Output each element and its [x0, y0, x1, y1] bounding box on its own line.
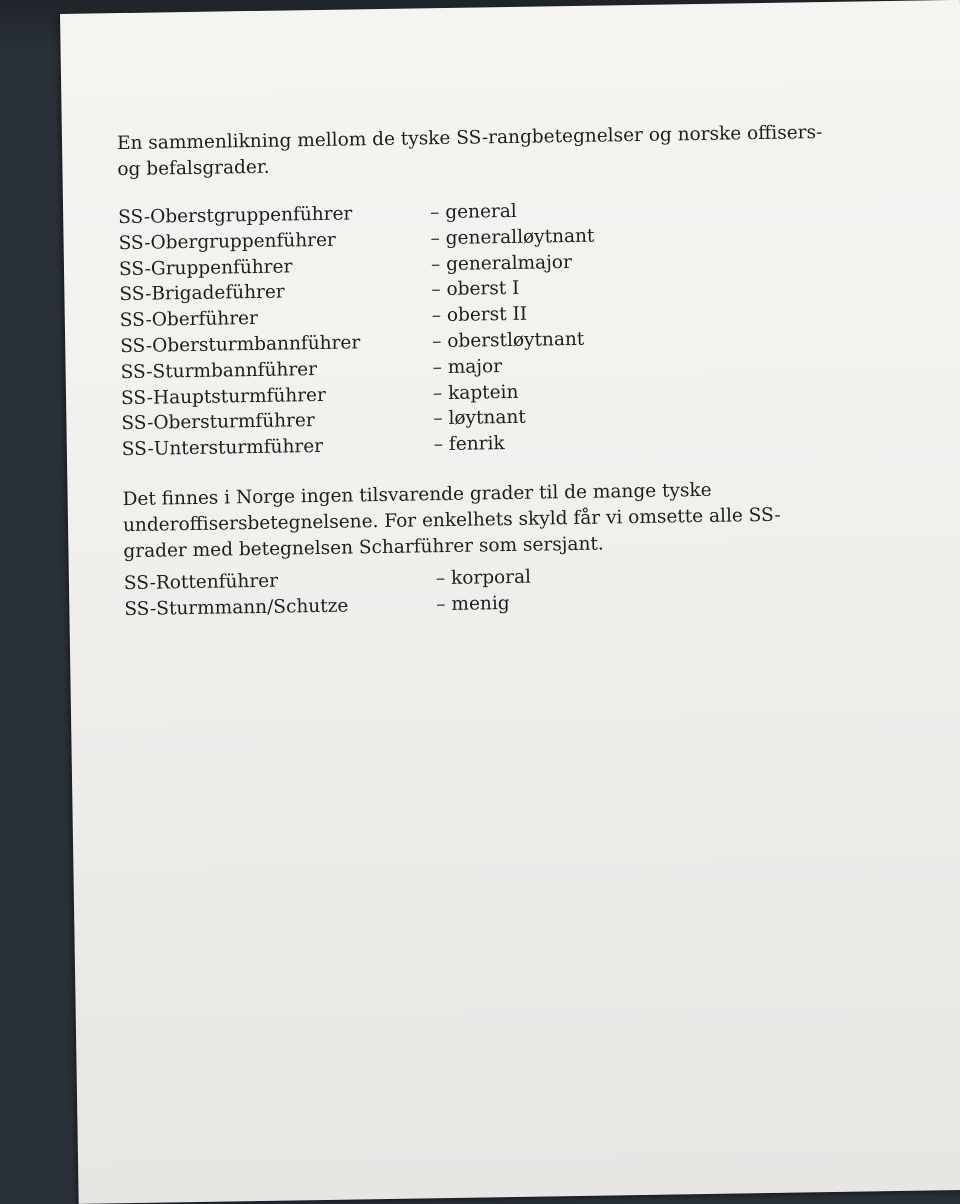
nco-rank-list: [124, 560, 845, 623]
norwegian-rank: – general: [430, 200, 517, 224]
norwegian-rank: – generalmajor: [430, 251, 572, 275]
norwegian-rank: – kaptein: [432, 381, 519, 404]
norwegian-rank: – fenrik: [433, 433, 505, 456]
officer-rank-list: [118, 194, 842, 463]
german-rank: SS-Brigadeführer: [119, 281, 285, 306]
german-rank: SS-Obersturmführer: [121, 410, 315, 435]
intro-paragraph: En sammenlikning mellom de tyske SS-rangbetegnelser og norske offisers- og befalsgrader.: [116, 122, 823, 181]
german-rank: SS-Rottenführer: [123, 570, 279, 595]
norwegian-rank: – major: [432, 355, 503, 378]
german-rank: SS-Obersturmbannführer: [120, 332, 361, 358]
norwegian-rank: – oberstløytnant: [432, 328, 585, 353]
norwegian-rank: – oberst I: [431, 278, 520, 301]
page-content: [117, 120, 845, 623]
document-page: [60, 0, 960, 1204]
norwegian-rank: – korporal: [435, 566, 532, 590]
german-rank: SS-Oberführer: [119, 308, 259, 332]
german-rank: SS-Sturmmann/Schutze: [124, 595, 349, 620]
norwegian-rank: – oberst II: [431, 303, 528, 327]
nco-note-paragraph: Det finnes i Norge ingen tilsvarende grader til de mange tyske underoffisersbetegnelsene. For enkelhets skyld får vi omsette alle SS-grader med betegnelsen Scharführer som sersjant.: [122, 479, 781, 563]
norwegian-rank: – løytnant: [433, 407, 526, 430]
norwegian-rank: – generalløytnant: [430, 225, 595, 250]
norwegian-rank: – menig: [436, 592, 510, 615]
german-rank: SS-Oberstgruppenführer: [118, 203, 353, 229]
german-rank: SS-Hauptsturmführer: [120, 384, 327, 409]
german-rank: SS-Obergruppenführer: [118, 229, 336, 254]
german-rank: SS-Untersturmführer: [121, 436, 324, 461]
german-rank: SS-Sturmbannführer: [120, 358, 318, 383]
german-rank: SS-Gruppenführer: [118, 255, 293, 280]
